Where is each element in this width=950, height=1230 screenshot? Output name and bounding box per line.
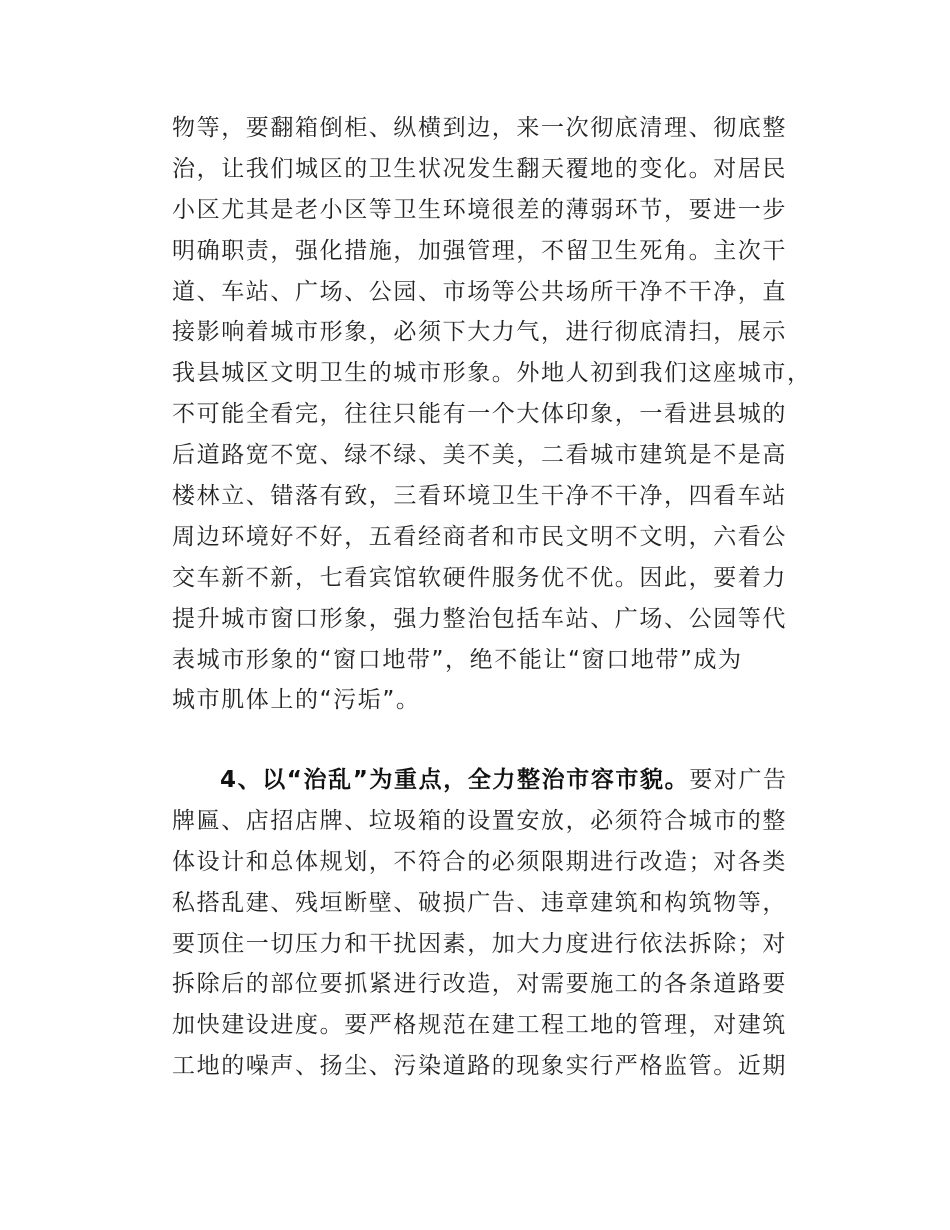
text-line: 小区尤其是老小区等卫生环境很差的薄弱环节，要进一步 [172, 196, 787, 223]
text-line: 牌匾、店招店牌、垃圾箱的设置安放，必须符合城市的整 [172, 807, 787, 834]
text-line: 接影响着城市形象，必须下大力气，进行彻底清扫，展示 [172, 319, 787, 346]
text-line-first [172, 760, 812, 801]
text-line: 不可能全看完，往往只能有一个大体印象，一看进县城的 [172, 401, 787, 428]
text-line: 体设计和总体规划，不符合的必须限期进行改造；对各类 [172, 848, 787, 875]
paragraph-cityscape [172, 760, 812, 1087]
text-line: 城市肌体上的“污垢”。 [172, 687, 421, 714]
text-line: 明确职责，强化措施，加强管理，不留卫生死角。主次干 [172, 237, 787, 264]
text-line: 提升城市窗口形象，强力整治包括车站、广场、公园等代 [172, 605, 787, 632]
text-line: 治，让我们城区的卫生状况发生翻天覆地的变化。对居民 [172, 155, 787, 182]
text-line: 道、车站、广场、公园、市场等公共场所干净不干净，直 [172, 278, 787, 305]
text-line: 周边环境好不好，五看经商者和市民文明不文明，六看公 [172, 523, 787, 550]
text-line: 要顶住一切压力和干扰因素，加大力度进行依法拆除；对 [172, 930, 787, 957]
text-line: 表城市形象的“窗口地带”，绝不能让“窗口地带”成为 [172, 646, 743, 673]
text-line: 我县城区文明卫生的城市形象。外地人初到我们这座城市， [172, 360, 812, 387]
text-line: 楼林立、错落有致，三看环境卫生干净不干净，四看车站 [172, 483, 787, 510]
text-line: 物等，要翻箱倒柜、纵横到边，来一次彻底清理、彻底整 [172, 115, 787, 141]
text-line: 拆除后的部位要抓紧进行改造，对需要施工的各条道路要 [172, 971, 787, 998]
text-line: 工地的噪声、扬尘、污染道路的现象实行严格监管。近期 [172, 1053, 787, 1080]
paragraph-sanitation [172, 108, 812, 721]
text-line: 私搭乱建、残垣断壁、破损广告、违章建筑和构筑物等， [172, 889, 787, 916]
text-line: 交车新不新，七看宾馆软硬件服务优不优。因此，要着力 [172, 564, 787, 591]
text-run: 要对广告 [689, 767, 788, 793]
section-heading: 4、以“治乱”为重点，全力整治市容市貌。 [220, 767, 690, 793]
text-line: 后道路宽不宽、绿不绿、美不美，二看城市建筑是不是高 [172, 442, 787, 469]
text-line: 加快建设进度。要严格规范在建工程工地的管理，对建筑 [172, 1012, 787, 1039]
